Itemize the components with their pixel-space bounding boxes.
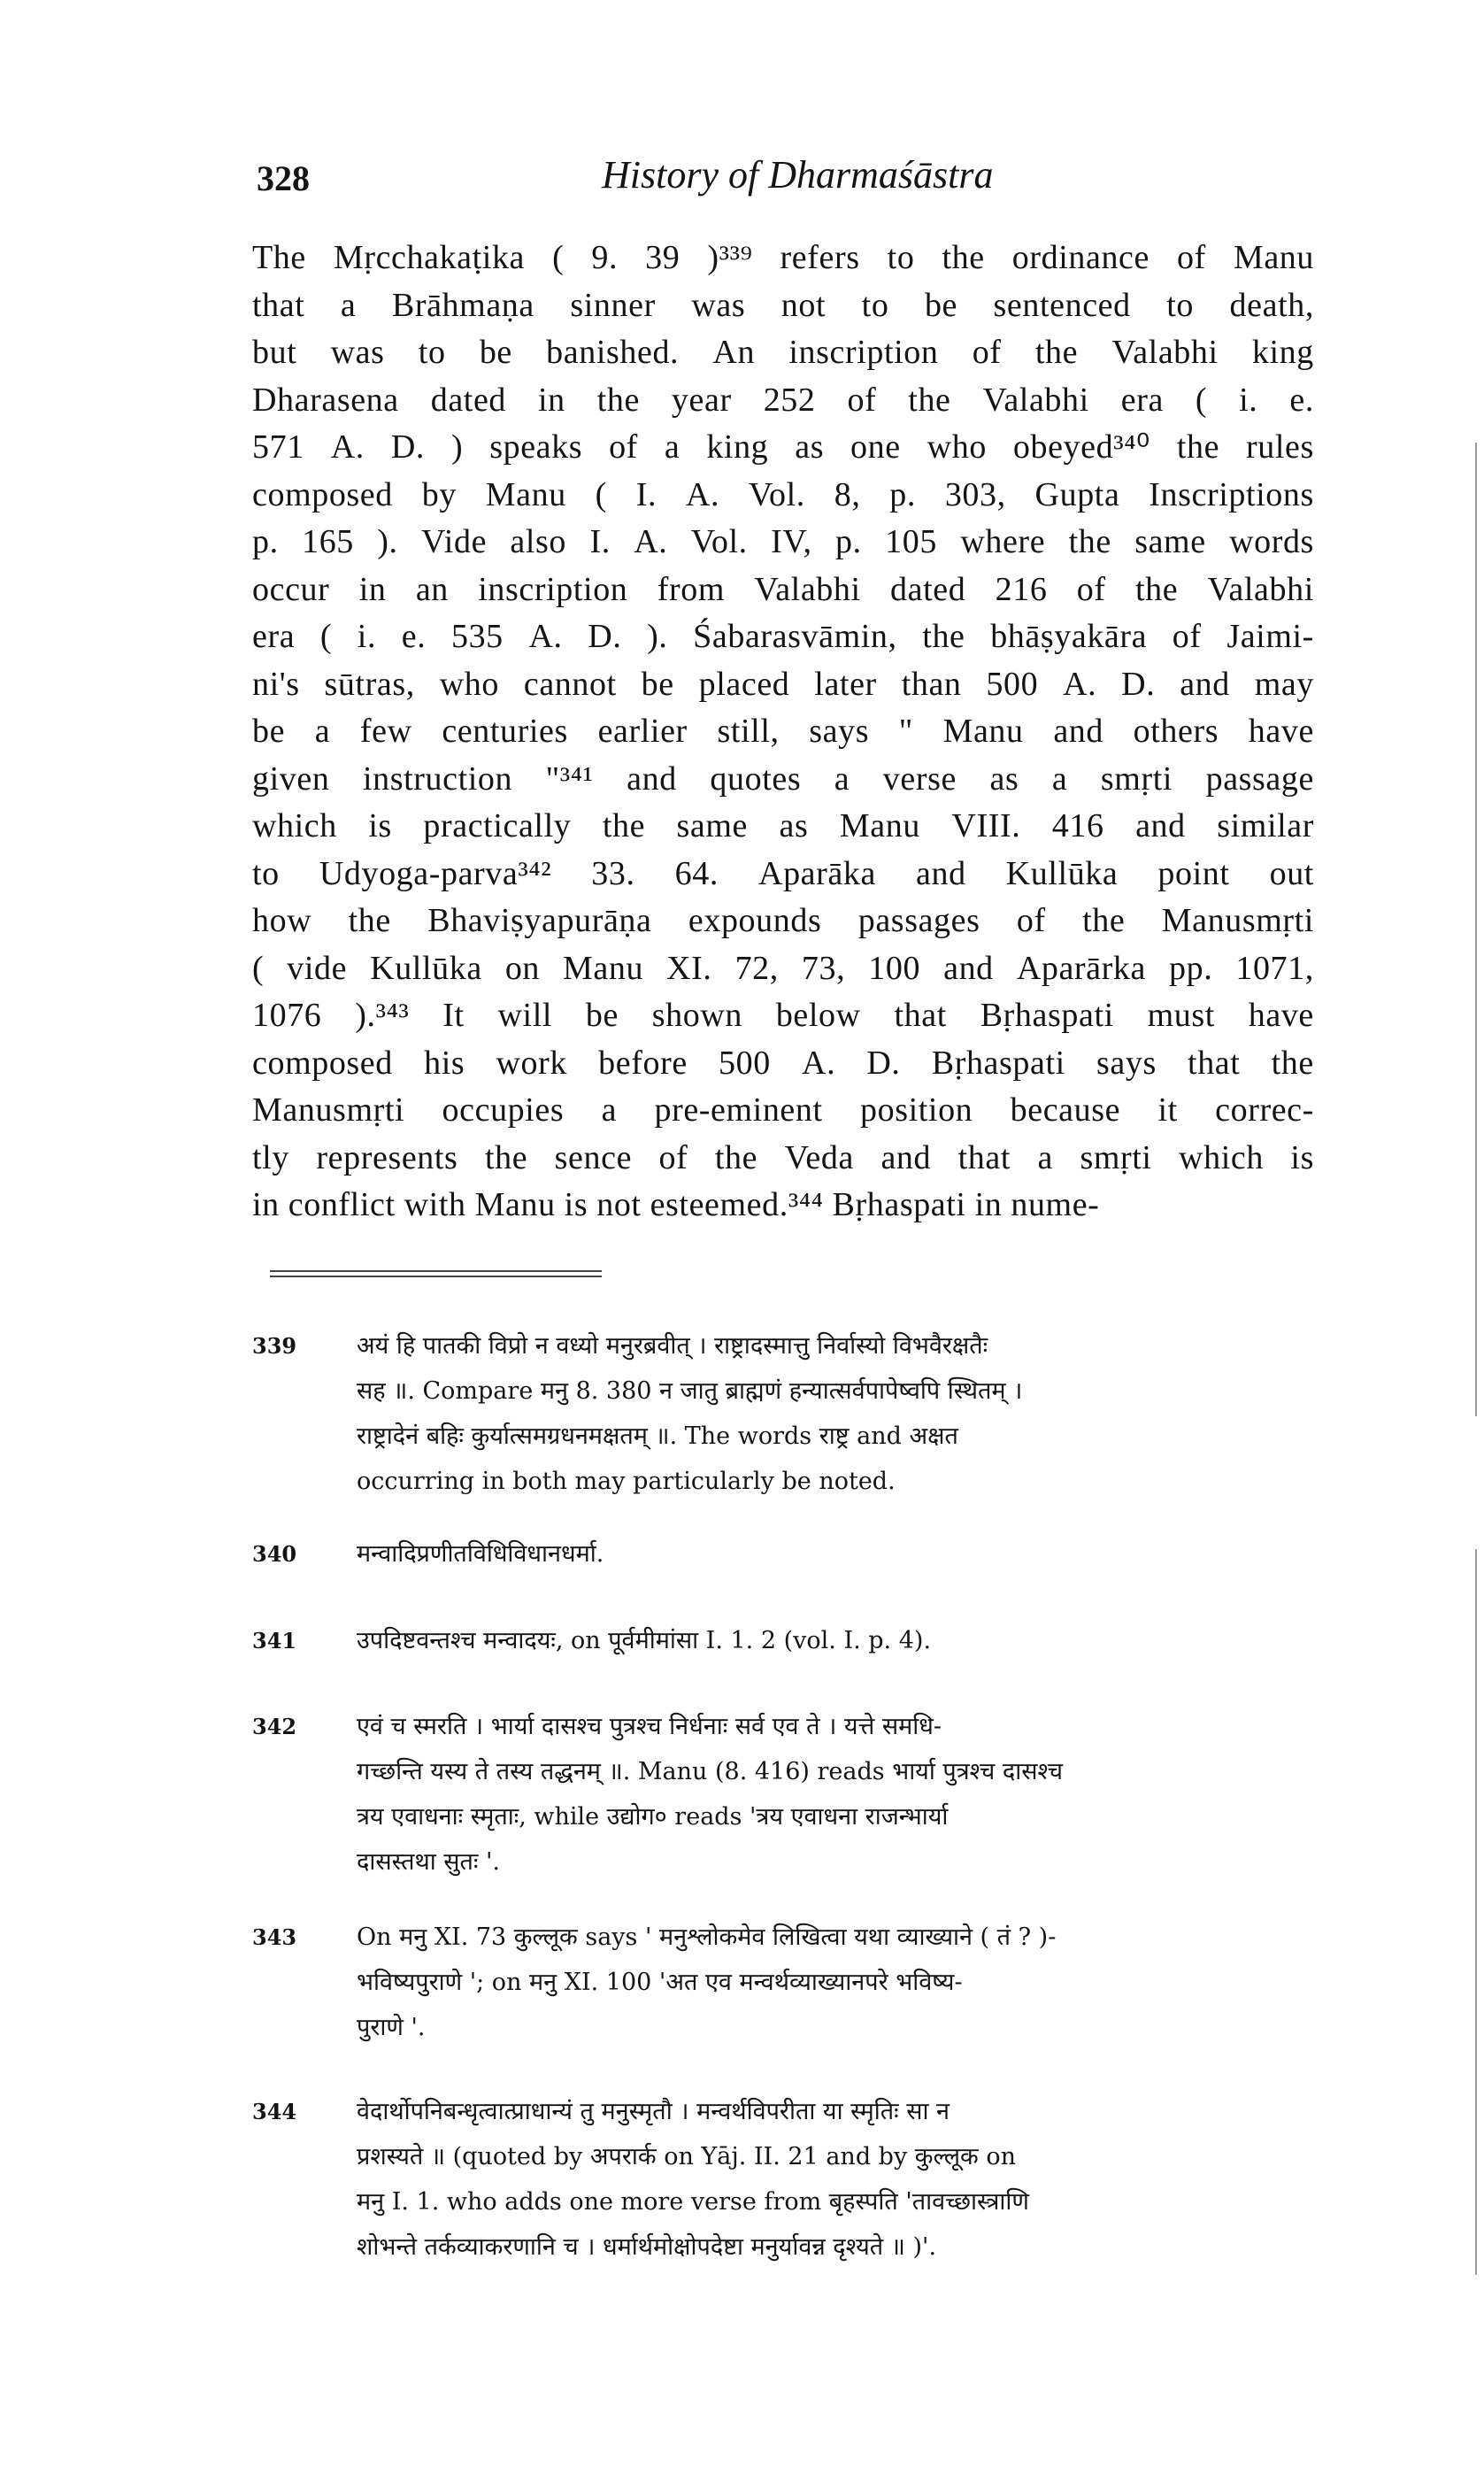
footnote-line: राष्ट्रादेनं बहिः कुर्यात्समग्रधनमक्षतम् ॥. The words राष्ट्र and अक्षत — [357, 1422, 958, 1450]
body-text-line: The Mṛcchakaṭika ( 9. 39 )³³⁹ refers to the ordinance of Manu — [252, 239, 1314, 276]
footnote-number: 342 — [252, 1714, 297, 1739]
body-text-line: ( vide Kullūka on Manu XI. 72, 73, 100 and Aparārka pp. 1071, — [252, 949, 1314, 987]
body-text-line: occur in an inscription from Valabhi dated 216 of the Valabhi — [252, 570, 1314, 608]
footnote-line: दासस्तथा सुतः '. — [357, 1848, 500, 1876]
footnote-line: प्रशस्यते ॥ (quoted by अपरार्क on Yāj. II. 21 and by कुल्लूक on — [357, 2143, 1016, 2170]
body-text-line: 1076 ).³⁴³ It will be shown below that Bṛhaspati must have — [252, 997, 1314, 1034]
body-text-line: p. 165 ). Vide also I. A. Vol. IV, p. 105 where the same words — [252, 523, 1314, 560]
footnote-line: occurring in both may particularly be noted. — [357, 1468, 896, 1495]
footnote-number: 344 — [252, 2099, 297, 2124]
body-text-line: but was to be banished. An inscription of the Valabhi king — [252, 334, 1314, 371]
footnote-line: पुराणे '. — [357, 2014, 426, 2041]
body-text-line: how the Bhaviṣyapurāṇa expounds passages of the Manusmṛti — [252, 902, 1314, 939]
footnote-line: उपदिष्टवन्तश्च मन्वादयः, on पूर्वमीमांसा I. 1. 2 (vol. I. p. 4). — [357, 1627, 932, 1654]
footnote-line: भविष्यपुराणे '; on मनु XI. 100 'अत एव मन्वर्थव्याख्यानपरे भविष्य- — [357, 1969, 963, 1996]
footnote-number: 339 — [252, 1333, 297, 1359]
footnote-341 — [252, 1618, 1323, 1663]
footnote-344 — [252, 2089, 1323, 2270]
footnote-line: मनु I. 1. who adds one more verse from बृहस्पति 'तावच्छास्त्राणि — [357, 2188, 1029, 2216]
body-text-line: to Udyoga-parva³⁴² 33. 64. Aparāka and Kullūka point out — [252, 854, 1314, 892]
footnote-number: 341 — [252, 1628, 297, 1654]
body-text-line: which is practically the same as Manu VIII. 416 and similar — [252, 807, 1314, 844]
footnote-number: 343 — [252, 1924, 297, 1950]
footnote-line: वेदार्थोपनिबन्धृत्वात्प्राधान्यं तु मनुस्मृतौ । मन्वर्थविपरीता या स्मृतिः सा न — [357, 2098, 950, 2125]
page-number: 328 — [257, 158, 310, 198]
footnote-340 — [252, 1531, 1323, 1577]
body-text-line: in conflict with Manu is not esteemed.³⁴⁴ Bṛhaspati in nume- — [252, 1186, 1100, 1223]
running-title: History of Dharmaśāstra — [602, 153, 994, 197]
body-text-line: Manusmṛti occupies a pre-eminent position because it correc- — [252, 1091, 1314, 1129]
footnote-line: एवं च स्मरति । भार्या दासश्च पुत्रश्च निर्धनाः सर्व एव ते । यत्ते समधि- — [357, 1713, 942, 1740]
body-text-line: tly represents the sence of the Veda and that a smṛti which is — [252, 1138, 1314, 1176]
main-text — [252, 235, 1314, 1230]
body-text-line: composed his work before 500 A. D. Bṛhaspati says that the — [252, 1044, 1314, 1082]
body-text-line: 571 A. D. ) speaks of a king as one who obeyed³⁴⁰ the rules — [252, 428, 1314, 466]
footnote-number: 340 — [252, 1541, 297, 1567]
body-text-line: given instruction "³⁴¹ and quotes a verse as a smṛti passage — [252, 759, 1314, 798]
footnote-separator — [270, 1270, 602, 1277]
body-text-line: be a few centuries earlier still, says " Manu and others have — [252, 713, 1314, 750]
footnote-line: On मनु XI. 73 कुल्लूक says ' मनुश्लोकमेव लिखित्वा यथा व्याख्याने ( तं ? )- — [357, 1923, 1057, 1951]
footnote-343 — [252, 1915, 1323, 2050]
footnote-339 — [252, 1323, 1323, 1504]
footnote-line: मन्वादिप्रणीतविधिविधानधर्मा. — [357, 1540, 604, 1568]
footnote-line: गच्छन्ति यस्य ते तस्य तद्धनम् ॥. Manu (8. 416) reads भार्या पुत्रश्च दासश्च — [357, 1758, 1064, 1785]
body-text-line: that a Brāhmaṇa sinner was not to be sentenced to death, — [252, 286, 1314, 324]
body-text-line: era ( i. e. 535 A. D. ). Śabarasvāmin, the bhāṣyakāra of Jaimi- — [252, 618, 1314, 655]
scan-edge-mark — [1475, 443, 1477, 1416]
footnote-line: शोभन्ते तर्कव्याकरणानि च । धर्मार्थमोक्षोपदेष्टा मनुर्यावन्न दृश्यते ॥ )'. — [357, 2233, 937, 2261]
footnote-line: त्रय एवाधनाः स्मृताः, while उद्योग० reads 'त्रय एवाधना राजन्भार्या — [357, 1803, 949, 1831]
body-text-line: composed by Manu ( I. A. Vol. 8, p. 303, Gupta Inscriptions — [252, 475, 1314, 513]
body-text-line: Dharasena dated in the year 252 of the Valabhi era ( i. e. — [252, 381, 1314, 419]
footnote-342 — [252, 1704, 1323, 1885]
footnote-line: अयं हि पातकी विप्रो न वध्यो मनुरब्रवीत् । राष्ट्रादस्मात्तु निर्वास्यो विभवैरक्षतैः — [357, 1332, 988, 1360]
body-text-line: ni's sūtras, who cannot be placed later than 500 A. D. and may — [252, 665, 1314, 703]
scan-edge-mark — [1475, 1549, 1477, 2275]
footnote-line: सह ॥. Compare मनु 8. 380 न जातु ब्राह्मणं हन्यात्सर्वपापेष्वपि स्थितम् । — [357, 1377, 1023, 1405]
